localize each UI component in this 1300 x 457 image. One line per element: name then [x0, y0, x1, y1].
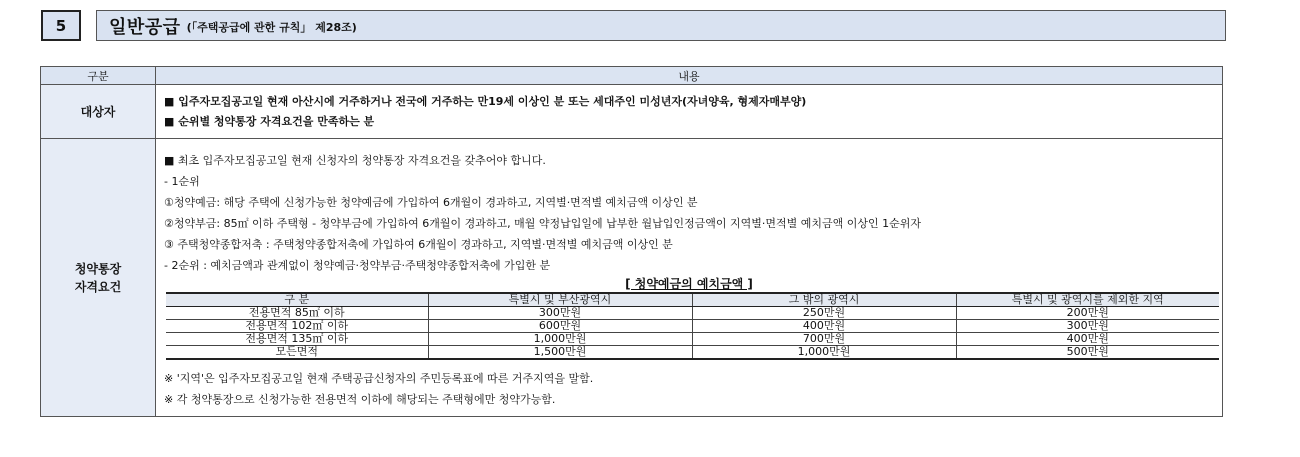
- deposit-cell: 모든면적: [166, 346, 428, 360]
- deposit-row: [166, 320, 1219, 333]
- note-line: ※ '지역'은 입주자모집공고일 현재 주택공급신청자의 주민등록표에 따른 거주지역을 말함.: [164, 372, 594, 385]
- section-title: 일반공급: [109, 16, 181, 38]
- eligibility-line: ②청약부금: 85㎡ 이하 주택형 - 청약부금에 가입하여 6개월이 경과하고, 매월 약정납입일에 납부한 월납입인정금액이 지역별·면적별 예치금액 이상인 1순위자: [164, 217, 922, 230]
- eligibility-label-line: 청약통장: [74, 261, 122, 276]
- deposit-cell: 300만원: [428, 307, 692, 320]
- target-label: 대상자: [41, 85, 156, 139]
- eligibility-row: [41, 139, 1223, 417]
- deposit-cell: 400만원: [956, 333, 1219, 346]
- deposit-header: 구 분: [166, 293, 428, 307]
- section-number: 5: [41, 10, 81, 41]
- deposit-cell: 300만원: [956, 320, 1219, 333]
- eligibility-line: - 2순위 : 예치금액과 관계없이 청약예금·청약부금·주택청약종합저축에 가입한 분: [164, 259, 551, 272]
- deposit-header-row: [166, 293, 1219, 307]
- deposit-row: [166, 307, 1219, 320]
- deposit-cell: 250만원: [692, 307, 956, 320]
- notes: [164, 368, 1214, 410]
- eligibility-content: [156, 139, 1223, 417]
- deposit-cell: 500만원: [956, 346, 1219, 360]
- deposit-cell: 전용면적 85㎡ 이하: [166, 307, 428, 320]
- target-row: [41, 85, 1223, 139]
- deposit-cell: 1,000만원: [692, 346, 956, 360]
- deposit-cell: 400만원: [692, 320, 956, 333]
- section-header: [41, 10, 357, 41]
- target-line: ■ 입주자모집공고일 현재 아산시에 거주하거나 전국에 거주하는 만19세 이상인 분 또는 세대주인 미성년자(자녀양육, 형제자매부양): [164, 94, 807, 108]
- deposit-cell: 1,500만원: [428, 346, 692, 360]
- target-content: [156, 85, 1223, 139]
- eligibility-line: - 1순위: [164, 175, 200, 188]
- deposit-cell: 전용면적 135㎡ 이하: [166, 333, 428, 346]
- deposit-header: 그 밖의 광역시: [692, 293, 956, 307]
- eligibility-line: ①청약예금: 해당 주택에 신청가능한 청약예금에 가입하여 6개월이 경과하고, 지역별·면적별 예치금액 이상인 분: [164, 196, 698, 209]
- note-line: ※ 각 청약통장으로 신청가능한 전용면적 이하에 해당되는 주택형에만 청약가능함.: [164, 393, 556, 406]
- deposit-header: 특별시 및 광역시를 제외한 지역: [956, 293, 1219, 307]
- deposit-cell: 1,000만원: [428, 333, 692, 346]
- col-header-category: 구분: [41, 67, 156, 85]
- eligibility-line: ■ 최초 입주자모집공고일 현재 신청자의 청약통장 자격요건을 갖추어야 합니다.: [164, 154, 546, 167]
- deposit-table-title-text: [ 청약예금의 예치금액 ]: [625, 277, 753, 291]
- eligibility-label-line: 자격요건: [74, 279, 122, 294]
- deposit-table: [166, 292, 1219, 360]
- deposit-cell: 600만원: [428, 320, 692, 333]
- deposit-header: 특별시 및 부산광역시: [428, 293, 692, 307]
- deposit-table-title: [164, 277, 1214, 292]
- deposit-cell: 700만원: [692, 333, 956, 346]
- eligibility-label: [41, 139, 156, 417]
- deposit-cell: 전용면적 102㎡ 이하: [166, 320, 428, 333]
- col-header-content: 내용: [156, 67, 1223, 85]
- supply-table: [40, 66, 1223, 417]
- deposit-cell: 200만원: [956, 307, 1219, 320]
- eligibility-line: ③ 주택청약종합저축 : 주택청약종합저축에 가입하여 6개월이 경과하고, 지역별·면적별 예치금액 이상인 분: [164, 238, 673, 251]
- section-subtitle: (「주택공급에 관한 규칙」 제28조): [186, 21, 357, 34]
- deposit-row: [166, 333, 1219, 346]
- deposit-row: [166, 346, 1219, 360]
- table-header-row: [41, 67, 1223, 85]
- section-title-bar: [96, 10, 1226, 41]
- target-line: ■ 순위별 청약통장 자격요건을 만족하는 분: [164, 114, 375, 128]
